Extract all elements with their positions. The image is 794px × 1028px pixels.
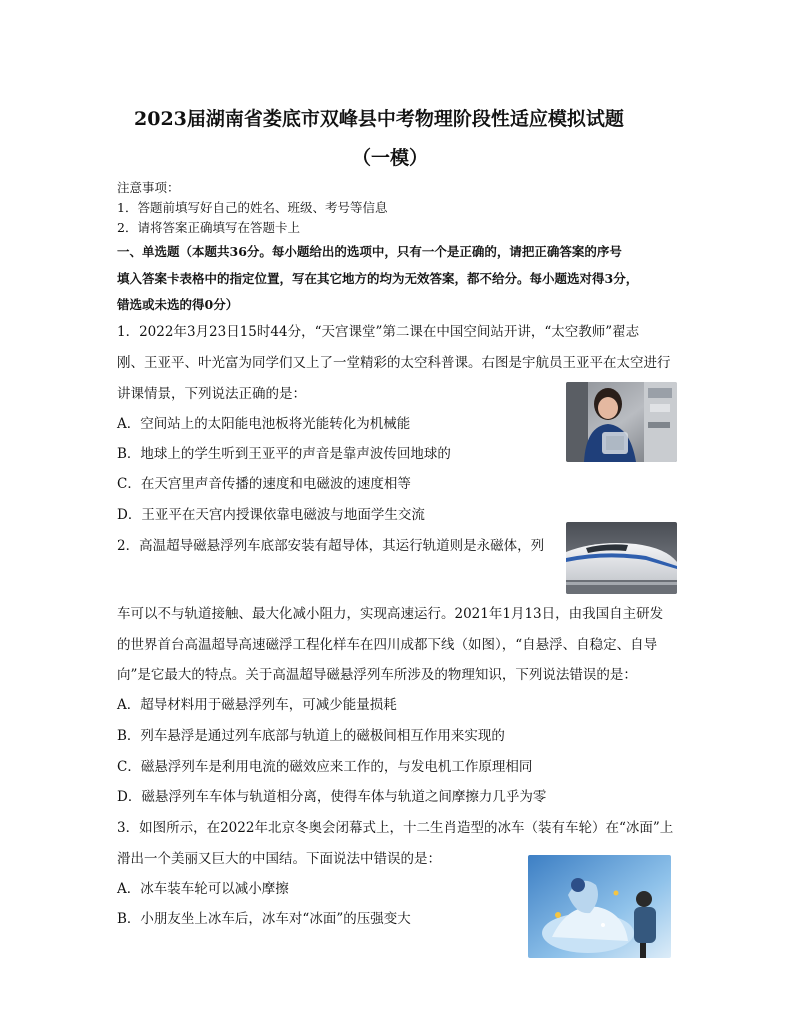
q3-option-a: A．冰车装车轮可以减小摩擦: [117, 881, 289, 897]
q3-option-b: B．小朋友坐上冰车后，冰车对“冰面”的压强变大: [117, 911, 411, 927]
q2-option-c: C．磁悬浮列车是利用电流的磁效应来工作的，与发电机工作原理相同: [117, 759, 533, 775]
ice-cart-photo: [528, 855, 671, 958]
q1-stem-line-3: 讲课情景，下列说法正确的是：: [117, 386, 306, 402]
section-heading-line-3: 错选或未选的得0分）: [117, 297, 239, 312]
notice-item-2: 2．请将答案正确填写在答题卡上: [117, 220, 300, 235]
page-title: 2023届湖南省娄底市双峰县中考物理阶段性适应模拟试题: [134, 108, 624, 130]
q1-option-a: A．空间站上的太阳能电池板将光能转化为机械能: [117, 416, 411, 432]
section-heading-line-1: 一、单选题（本题共36分。每小题给出的选项中，只有一个是正确的，请把正确答案的序号: [117, 244, 622, 259]
q1-option-d: D．王亚平在天宫内授课依靠电磁波与地面学生交流: [117, 507, 425, 523]
q1-stem-line-1: 1．2022年3月23日15时44分，“天宫课堂”第二课在中国空间站开讲，“太空教师”翟志: [117, 324, 640, 340]
q2-stem-line-1: 2．高温超导磁悬浮列车底部安装有超导体，其运行轨道则是永磁体，列: [117, 538, 545, 554]
q2-stem-line-4: 向”是它最大的特点。关于高温超导磁悬浮列车所涉及的物理知识，下列说法错误的是：: [117, 667, 637, 683]
q3-stem-line-1: 3．如图所示，在2022年北京冬奥会闭幕式上，十二生肖造型的冰车（装有车轮）在“冰面”上: [117, 820, 674, 836]
q2-stem-line-2: 车可以不与轨道接触、最大化减小阻力，实现高速运行。2021年1月13日，由我国自主研发: [117, 606, 664, 622]
q1-option-b: B．地球上的学生听到王亚平的声音是靠声波传回地球的: [117, 446, 451, 462]
q2-stem-line-3: 的世界首台高温超导高速磁浮工程化样车在四川成都下线（如图），“自悬浮、自稳定、自导: [117, 637, 658, 653]
q2-option-d: D．磁悬浮列车车体与轨道相分离，使得车体与轨道之间摩擦力几乎为零: [117, 789, 547, 805]
q3-stem-line-2: 滑出一个美丽又巨大的中国结。下面说法中错误的是：: [117, 851, 441, 867]
section-heading-line-2: 填入答案卡表格中的指定位置，写在其它地方的均为无效答案，都不给分。每小题选对得3分，: [117, 271, 639, 286]
q1-option-c: C．在天宫里声音传播的速度和电磁波的速度相等: [117, 476, 411, 492]
page-subtitle: （一模）: [352, 147, 429, 169]
q1-stem-line-2: 刚、王亚平、叶光富为同学们又上了一堂精彩的太空科普课。右图是宇航员王亚平在太空进行: [117, 355, 671, 371]
notice-item-1: 1．答题前填写好自己的姓名、班级、考号等信息: [117, 200, 388, 215]
notice-heading: 注意事项：: [117, 180, 180, 195]
astronaut-photo: [566, 382, 677, 462]
q2-option-a: A．超导材料用于磁悬浮列车，可减少能量损耗: [117, 697, 397, 713]
maglev-train-photo: [566, 522, 677, 594]
q2-option-b: B．列车悬浮是通过列车底部与轨道上的磁极间相互作用来实现的: [117, 728, 505, 744]
